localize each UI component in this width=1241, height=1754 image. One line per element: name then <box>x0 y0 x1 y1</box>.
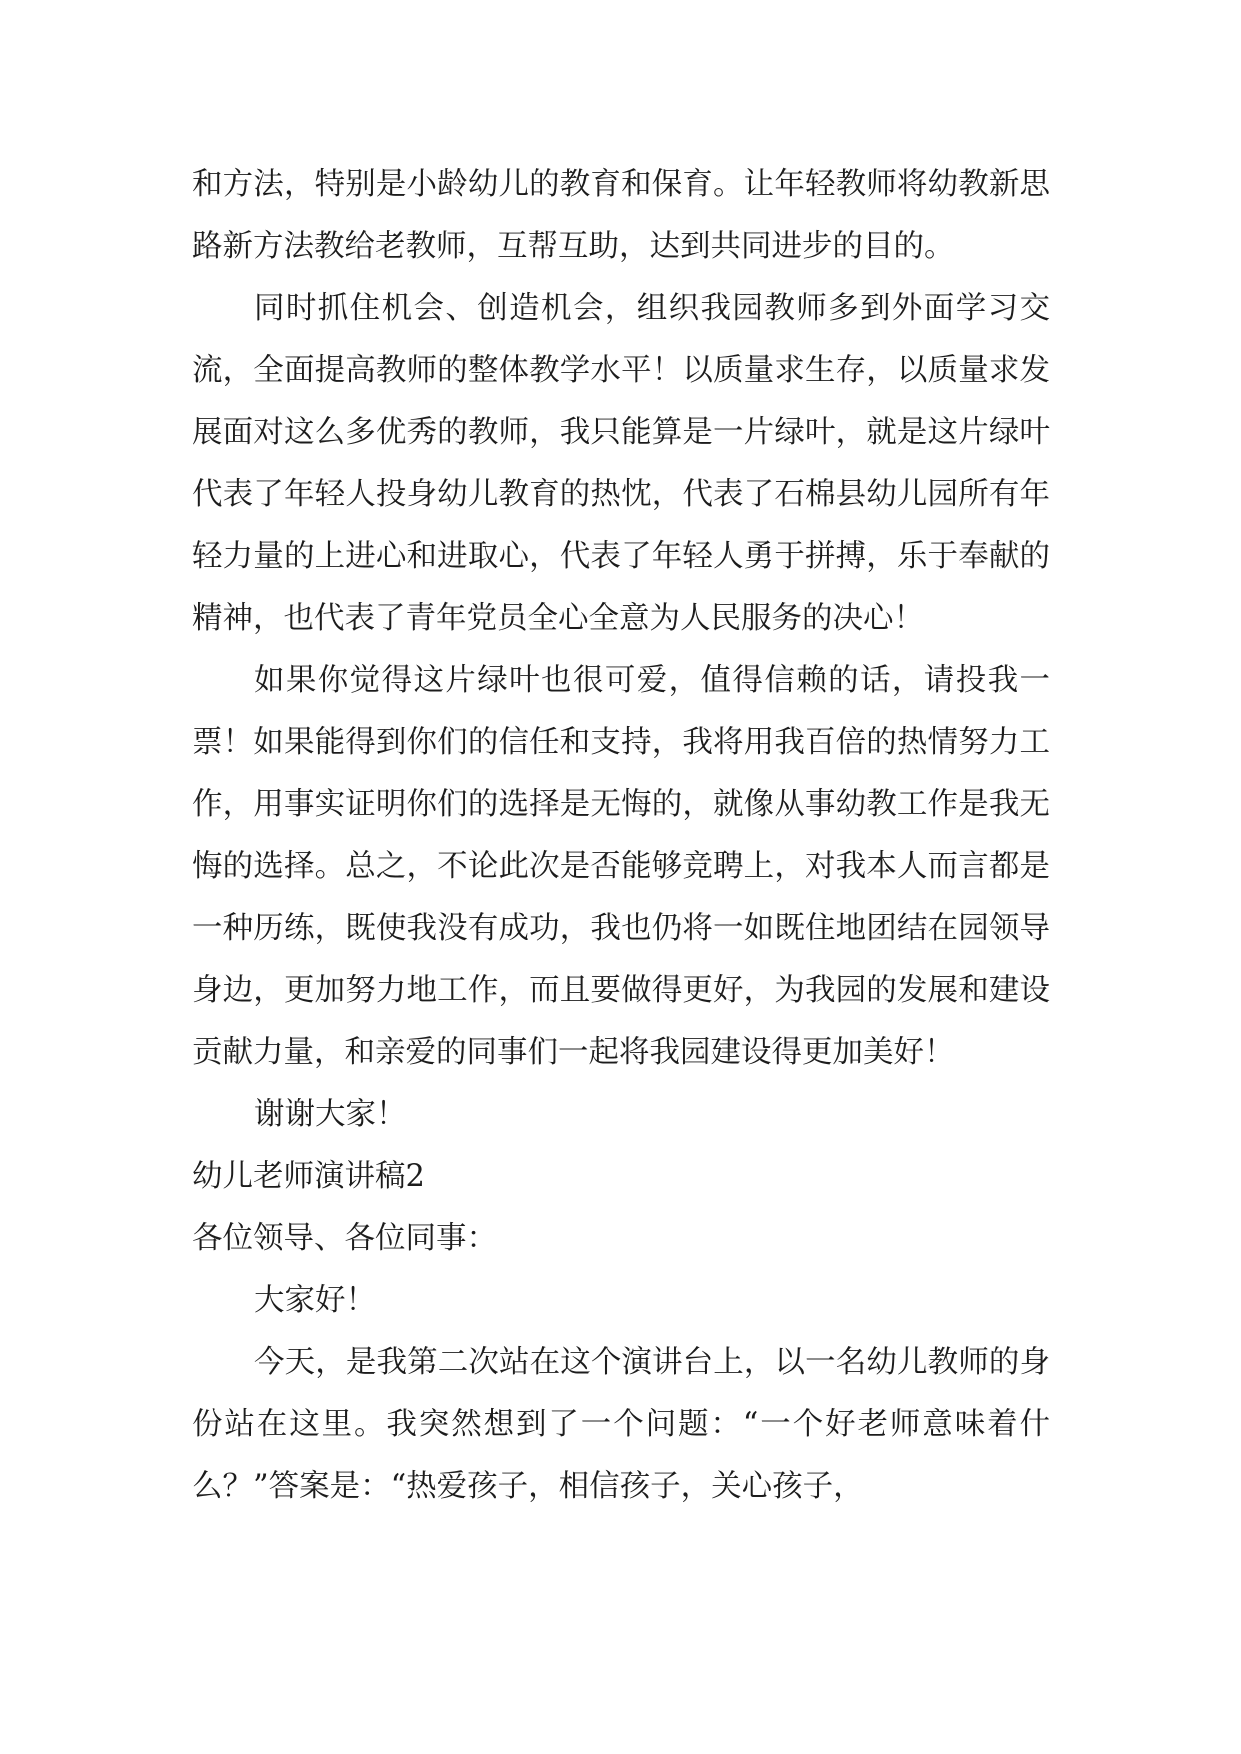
paragraph: 同时抓住机会、创造机会，组织我园教师多到外面学习交流，全面提高教师的整体教学水平！以质量求生存，以质量求发展面对这么多优秀的教师，我只能算是一片绿叶，就是这片绿叶代表了年轻人投身幼儿教育的热忱，代表了石棉县幼儿园所有年轻力量的上进心和进取心，代表了年轻人勇于拼搏，乐于奉献的精神，也代表了青年党员全心全意为人民服务的决心！ <box>192 291 1050 636</box>
salutation: 各位领导、各位同事： <box>192 1221 497 1256</box>
paragraph: 和方法，特别是小龄幼儿的教育和保育。让年轻教师将幼教新思路新方法教给老教师，互帮互助，达到共同进步的目的。 <box>192 167 1050 264</box>
paragraph: 今天，是我第二次站在这个演讲台上，以一名幼儿教师的身份站在这里。我突然想到了一个问题：“一个好老师意味着什么？”答案是：“热爱孩子，相信孩子，关心孩子， <box>192 1345 1050 1504</box>
closing-thanks: 谢谢大家！ <box>254 1097 407 1132</box>
body-text <box>192 154 1050 1518</box>
section-title: 幼儿老师演讲稿2 <box>192 1159 425 1194</box>
paragraph: 如果你觉得这片绿叶也很可爱，值得信赖的话，请投我一票！如果能得到你们的信任和支持，我将用我百倍的热情努力工作，用事实证明你们的选择是无悔的，就像从事幼教工作是我无悔的选择。总之，不论此次是否能够竞聘上，对我本人而言都是一种历练，既使我没有成功，我也仍将一如既住地团结在园领导身边，更加努力地工作，而且要做得更好，为我园的发展和建设贡献力量，和亲爱的同事们一起将我园建设得更加美好！ <box>192 663 1050 1070</box>
greeting: 大家好！ <box>254 1283 376 1318</box>
